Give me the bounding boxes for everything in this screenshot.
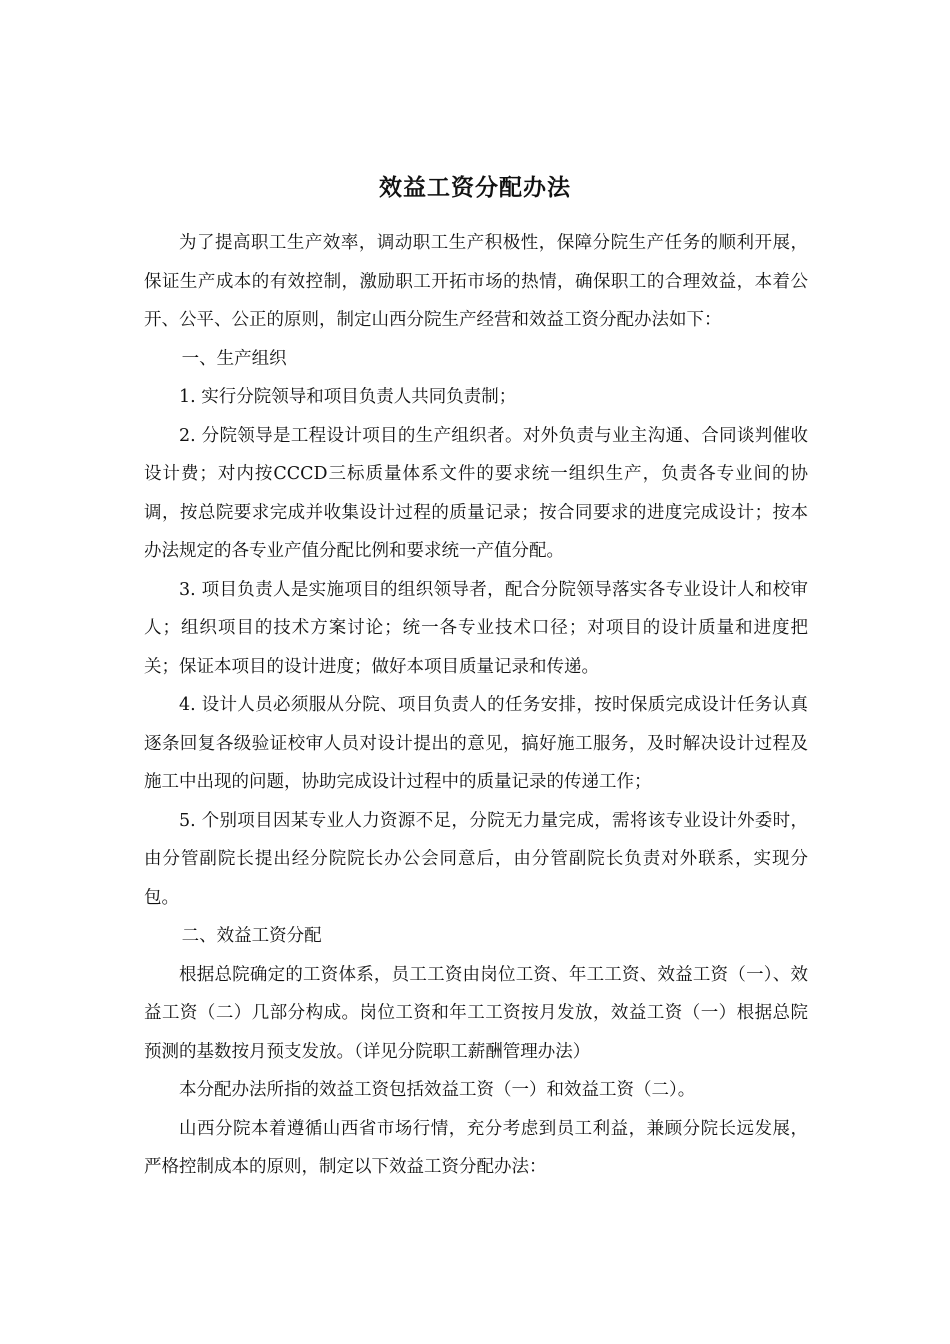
section-heading-production: 一、生产组织 [181, 348, 287, 369]
principle-paragraph: 山西分院本着遵循山西省市场行情，充分考虑到员工利益，兼顾分院长远发展，严格控制成本的原则，制定以下效益工资分配办法： [144, 1118, 808, 1177]
document-body [144, 224, 808, 1187]
list-item-5: 5. 个别项目因某专业人力资源不足，分院无力量完成，需将该专业设计外委时，由分管副院长提出经分院院长办公会同意后，由分管副院长负责对外联系，实现分包。 [144, 810, 808, 908]
list-item-1: 1. 实行分院领导和项目负责人共同负责制； [179, 387, 517, 407]
list-item-4: 4. 设计人员必须服从分院、项目负责人的任务安排，按时保质完成设计任务认真逐条回复各级验证校审人员对设计提出的意见，搞好施工服务，及时解决设计过程及施工中出现的问题，协助完成设计过程中的质量记录的传递工作； [144, 695, 808, 792]
list-item-2: 2. 分院领导是工程设计项目的生产组织者。对外负责与业主沟通、合同谈判催收设计费；对内按CCCD三标质量体系文件的要求统一组织生产，负责各专业间的协调，按总院要求完成并收集设计过程的质量记录；按合同要求的进度完成设计；按本办法规定的各专业产值分配比例和要求统一产值分配。 [144, 425, 808, 561]
wage-system-paragraph: 根据总院确定的工资体系，员工工资由岗位工资、年工工资、效益工资（一）、效益工资（二）几部分构成。岗位工资和年工工资按月发放，效益工资（一）根据总院预测的基数按月预支发放。（详见分院职工薪酬管理办法） [144, 964, 808, 1062]
document-title: 效益工资分配办法 [379, 174, 571, 201]
scope-paragraph: 本分配办法所指的效益工资包括效益工资（一）和效益工资（二）。 [179, 1080, 696, 1100]
section-heading-wages: 二、效益工资分配 [181, 926, 322, 946]
intro-paragraph: 为了提高职工生产效率，调动职工生产积极性，保障分院生产任务的顺利开展，保证生产成本的有效控制，激励职工开拓市场的热情，确保职工的合理效益，本着公开、公平、公正的原则，制定山西分院生产经营和效益工资分配办法如下： [144, 233, 808, 330]
list-item-3: 3. 项目负责人是实施项目的组织领导者，配合分院领导落实各专业设计人和校审人；组织项目的技术方案讨论；统一各专业技术口径；对项目的设计质量和进度把关；保证本项目的设计进度；做好本项目质量记录和传递。 [144, 579, 808, 677]
